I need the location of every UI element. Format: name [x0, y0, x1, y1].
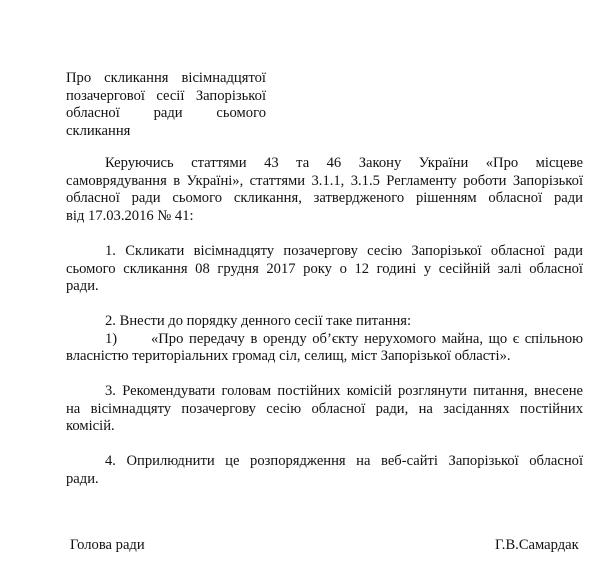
- preamble-line: Керуючись статтями 43 та 46 Закону України «Про місцеве: [105, 155, 583, 171]
- document-title: [66, 70, 266, 140]
- item-1-line: 1. Скликати вісімнадцяту позачергову сесію Запорізької обласної ради: [105, 243, 583, 259]
- signature-position: Голова ради: [70, 537, 145, 553]
- item-3-paragraph: [66, 383, 583, 436]
- item-4-paragraph: [66, 453, 583, 488]
- item-4-line: 4. Оприлюднити це розпорядження на веб-сайті Запорізької обласної: [105, 453, 583, 469]
- item-1-line: ради.: [66, 278, 99, 294]
- preamble-line: обласної ради сьомого скликання, затвердженого рішенням обласної ради: [66, 190, 583, 206]
- item-3-line: комісій.: [66, 418, 115, 434]
- item-1-line: сьомого скликання 08 грудня 2017 року о 12 годині у сесійній залі обласної: [66, 260, 583, 277]
- item-2-line: 2. Внести до порядку денного сесії таке питання:: [105, 313, 412, 329]
- item-2-subitem-line: власністю територіальних громад сіл, селищ, міст Запорізької області».: [66, 348, 511, 364]
- preamble-paragraph: [66, 155, 583, 225]
- item-2-paragraph: [66, 313, 583, 366]
- item-3-line: 3. Рекомендувати головам постійних комісій розглянути питання, внесене: [105, 383, 583, 399]
- item-1-paragraph: [66, 243, 583, 296]
- signature-name: Г.В.Самардак: [495, 537, 579, 553]
- preamble-line: від 17.03.2016 № 41:: [66, 207, 194, 224]
- title-line: Про скликання вісімнадцятої: [66, 70, 266, 86]
- title-line: обласної ради сьомого: [66, 105, 266, 121]
- item-2-subitem-line: 1) «Про передачу в оренду об’єкту нерухомого майна, що є спільною: [105, 330, 583, 347]
- item-3-line: на вісімнадцяту позачергову сесію обласної ради, на засіданнях постійних: [66, 400, 583, 417]
- title-line: скликання: [66, 122, 131, 139]
- preamble-line: самоврядування в Україні», статтями 3.1.1, 3.1.5 Регламенту роботи Запорізької: [66, 172, 583, 189]
- title-line: позачергової сесії Запорізької: [66, 87, 266, 104]
- item-4-line: ради.: [66, 470, 99, 487]
